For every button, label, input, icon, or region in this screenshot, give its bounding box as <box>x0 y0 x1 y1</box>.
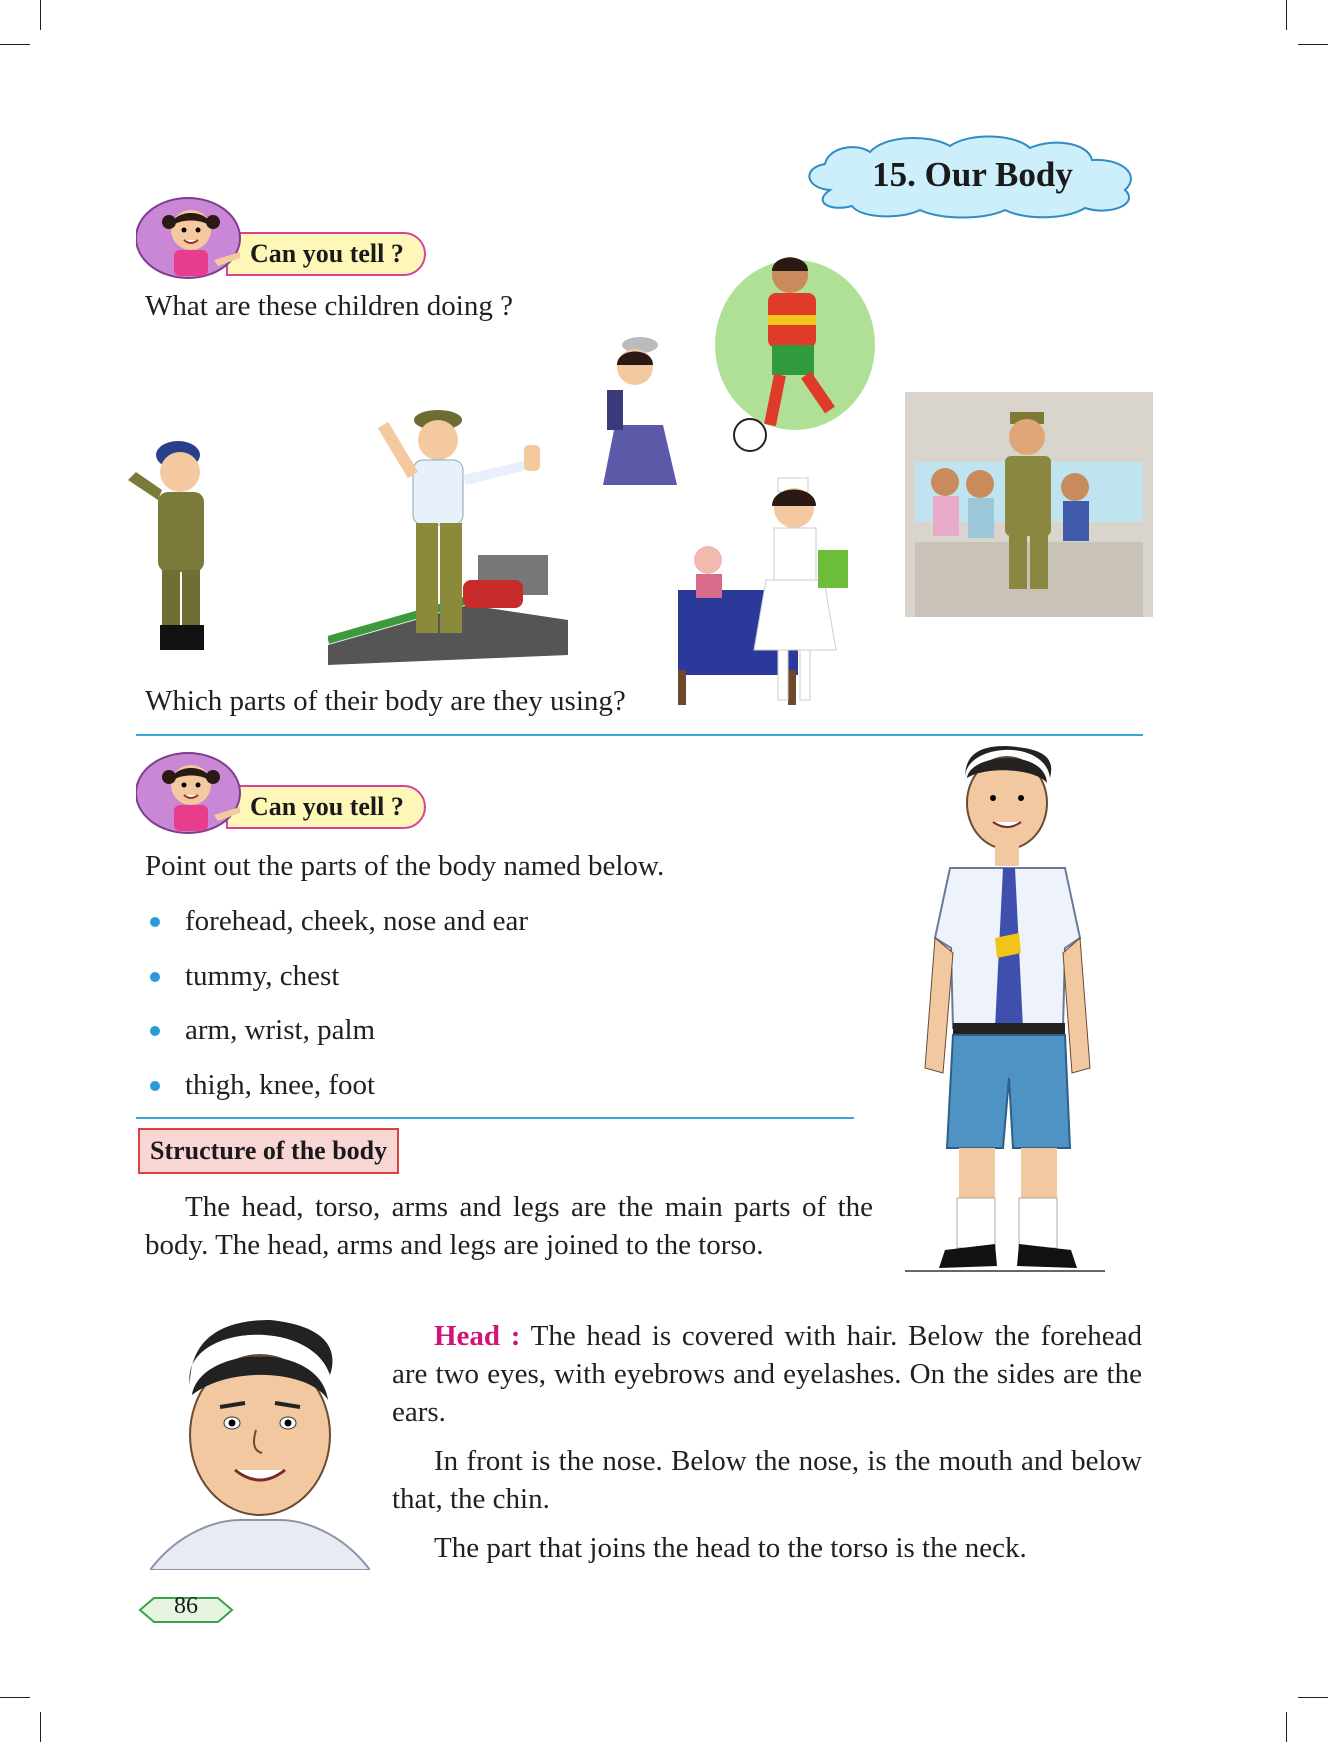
crop-mark <box>40 1712 41 1742</box>
chapter-title-cloud <box>800 130 1145 220</box>
can-you-tell-label: Can you tell ? <box>226 785 426 829</box>
section-divider <box>136 734 1143 736</box>
section-divider <box>136 1117 854 1119</box>
can-you-tell-label: Can you tell ? <box>226 232 426 276</box>
can-you-tell-badge <box>136 190 456 280</box>
soldier-saluting-illustration <box>118 420 228 660</box>
page-number: 86 <box>174 1593 198 1619</box>
question-what-doing: What are these children doing ? <box>145 290 513 322</box>
can-you-tell-badge <box>136 745 456 835</box>
instruction-point-out: Point out the parts of the body named below. <box>145 850 665 882</box>
head-paragraph-2 <box>392 1442 1142 1518</box>
crop-mark <box>1298 1697 1328 1698</box>
crop-mark <box>1286 0 1287 30</box>
chapter-number: 15. <box>872 155 916 194</box>
structure-paragraph-text: The head, torso, arms and legs are the main parts of the body. The head, arms and legs are joined to the torso. <box>145 1191 873 1261</box>
chapter-title <box>800 130 1145 220</box>
standing-boy-illustration <box>895 738 1115 1318</box>
head-paragraph-3-text: The part that joins the head to the torso is the neck. <box>434 1532 1027 1564</box>
nurse-with-doll-illustration <box>668 470 878 730</box>
bullet-icon <box>150 1081 160 1091</box>
girl-mascot-icon <box>136 745 246 835</box>
bus-conductor-illustration <box>905 392 1153 617</box>
bullet-icon <box>150 1026 160 1036</box>
football-player-illustration <box>710 245 880 455</box>
crop-mark <box>1286 1712 1287 1742</box>
crop-mark <box>40 0 41 30</box>
list-item: arm, wrist, palm <box>185 1014 376 1046</box>
chapter-name: Our Body <box>924 155 1073 194</box>
list-item: thigh, knee, foot <box>185 1069 376 1101</box>
structure-paragraph <box>145 1188 873 1264</box>
head-paragraph-3 <box>392 1529 1142 1567</box>
section-heading-structure: Structure of the body <box>138 1128 399 1174</box>
head-paragraph-1 <box>392 1317 1142 1431</box>
crop-mark <box>0 44 30 45</box>
crop-mark <box>0 1697 30 1698</box>
girl-mascot-icon <box>136 190 246 280</box>
head-paragraph-2-text: In front is the nose. Below the nose, is the mouth and below that, the chin. <box>392 1445 1142 1515</box>
list-item: tummy, chest <box>185 960 340 992</box>
boy-head-closeup-illustration <box>150 1315 370 1570</box>
crop-mark <box>1298 44 1328 45</box>
list-item: forehead, cheek, nose and ear <box>185 905 528 937</box>
head-paragraph-1-text: The head is covered with hair. Below the forehead are two eyes, with eyebrows and eyelashes. On the sides are the ears. <box>392 1320 1143 1428</box>
bullet-icon <box>150 917 160 927</box>
question-body-parts: Which parts of their body are they using? <box>145 685 626 717</box>
head-term: Head : <box>434 1320 521 1352</box>
traffic-police-illustration <box>328 405 578 665</box>
bullet-icon <box>150 972 160 982</box>
